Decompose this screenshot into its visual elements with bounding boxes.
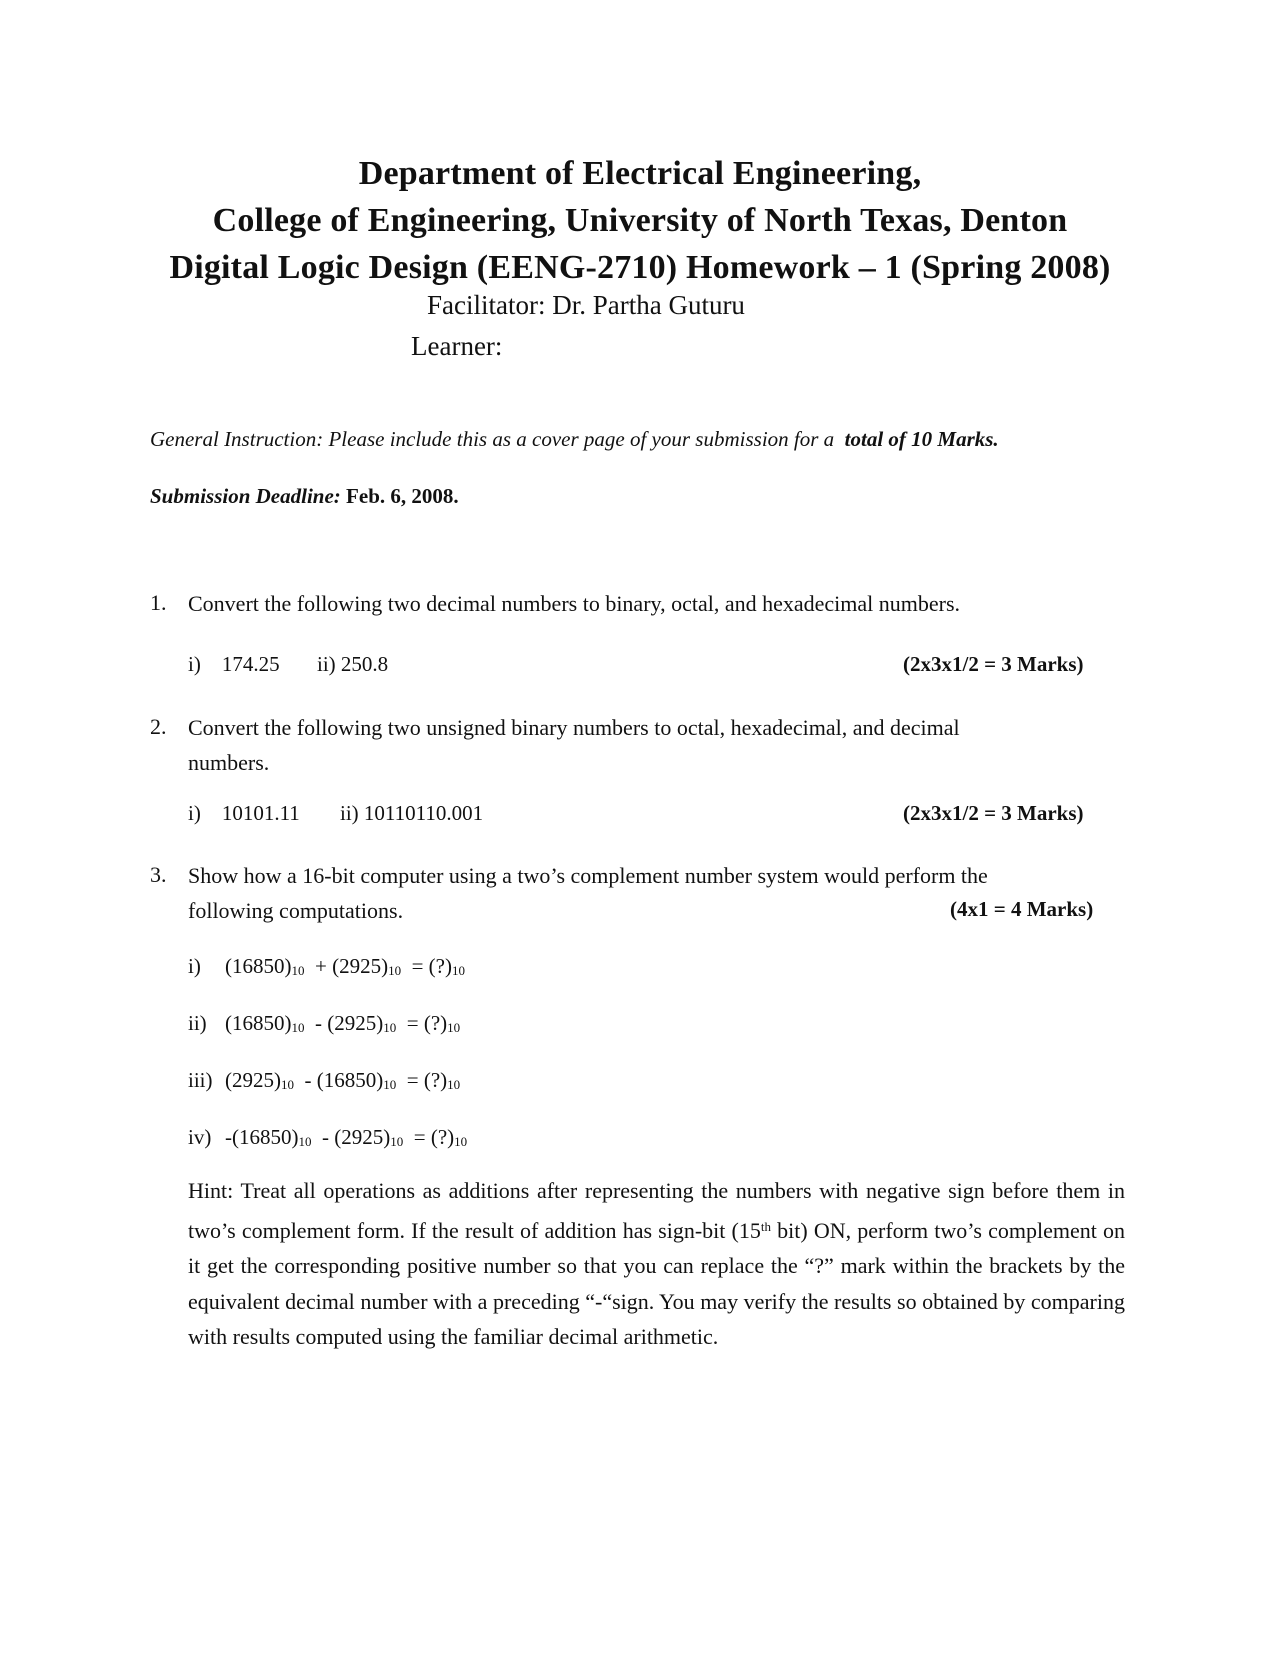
question-1-item-i	[188, 652, 280, 677]
facilitator-line: Facilitator: Dr. Partha Guturu	[427, 290, 745, 320]
hint-paragraph	[188, 1173, 1125, 1355]
computation-ii-base-b: 10	[383, 1020, 397, 1035]
submission-deadline	[150, 484, 459, 509]
computation-iii-operator: -	[304, 1068, 312, 1092]
computation-iv-operator: -	[321, 1125, 329, 1149]
computation-iv-operand-b: (2925)	[334, 1125, 391, 1149]
computation-ii-result: = (?)	[406, 1011, 448, 1035]
computation-i-label: i)	[188, 954, 201, 978]
computation-i-operand-b: (2925)	[332, 954, 389, 978]
question-2-number: 2.	[150, 714, 167, 739]
question-2-text-line2: numbers.	[188, 750, 270, 775]
computation-ii-operand-b: (2925)	[327, 1011, 384, 1035]
computation-iv-label: iv)	[188, 1125, 212, 1149]
hint-text-part1: Hint: Treat all operations as additions after representing the numbers with negative sign before them in two’s complement form. If the result of addition has sign-bit (15	[188, 1178, 1125, 1243]
deadline-label: Submission Deadline:	[150, 484, 341, 508]
computation-iii-base-result: 10	[447, 1077, 461, 1092]
computation-iii-label: iii)	[188, 1068, 213, 1092]
question-1-value-i: i) 174.25	[188, 652, 280, 676]
question-3-marks: (4x1 = 4 Marks)	[950, 897, 1094, 921]
question-2-item-ii	[340, 801, 483, 826]
computation-iv-base-b: 10	[390, 1134, 404, 1149]
question-1-text: Convert the following two decimal numbers to binary, octal, and hexadecimal numbers.	[188, 591, 961, 616]
college-title: College of Engineering, University of North Texas, Denton	[212, 202, 1068, 239]
computation-iv-operand-a: -(16850)	[225, 1125, 299, 1149]
computation-iv-base-result: 10	[454, 1134, 468, 1149]
department-title: Department of Electrical Engineering,	[358, 155, 922, 192]
instruction-total: total of 10 Marks.	[844, 427, 999, 451]
computation-i-base-result: 10	[452, 963, 465, 978]
question-2-text-line1: Convert the following two unsigned binary numbers to octal, hexadecimal, and decimal	[188, 715, 960, 740]
computation-ii-base-a: 10	[291, 1020, 305, 1035]
question-1-number: 1.	[150, 590, 167, 615]
general-instruction	[150, 427, 999, 452]
computation-i-result: = (?)	[411, 954, 452, 978]
course-title: Digital Logic Design (EENG-2710) Homework – 1 (Spring 2008)	[169, 249, 1111, 286]
computation-i-operand-a: (16850)	[225, 954, 292, 978]
hint-text-part2: bit) ON, perform two’s complement on it get the corresponding positive number so that you can replace the “?” mark within the brackets by the equivalent decimal number with a preceding “-“sign. You may verify the results so obtained by comparing with results computed using the familiar decimal arithmetic.	[188, 1217, 1125, 1349]
question-1-value-ii: ii) 250.8	[317, 652, 389, 676]
computation-ii-operand-a: (16850)	[225, 1011, 292, 1035]
question-3-text-line2: following computations.	[188, 898, 404, 923]
question-1-item-ii	[317, 652, 388, 677]
computation-iii-operand-b: (16850)	[316, 1068, 384, 1092]
question-1-marks: (2x3x1/2 = 3 Marks)	[903, 652, 1084, 676]
computation-iv-base-a: 10	[298, 1134, 312, 1149]
computation-iv	[188, 1125, 467, 1150]
computation-ii-label: ii)	[188, 1011, 207, 1035]
computation-iii-base-b: 10	[383, 1077, 397, 1092]
question-3-text-line1: Show how a 16-bit computer using a two’s complement number system would perform the	[188, 863, 988, 888]
computation-i-operator: +	[315, 954, 327, 978]
computation-ii-base-result: 10	[447, 1020, 461, 1035]
computation-iii-operand-a: (2925)	[225, 1068, 281, 1092]
question-2-value-ii: ii) 10110110.001	[340, 801, 484, 825]
question-2-value-i: i) 10101.11	[188, 801, 300, 825]
computation-i-base-b: 10	[388, 963, 402, 978]
computation-iii-base-a: 10	[281, 1077, 294, 1092]
instruction-text: General Instruction: Please include this as a cover page of your submission for a	[150, 427, 835, 451]
computation-i-base-a: 10	[291, 963, 305, 978]
computation-i	[188, 954, 465, 979]
question-2-marks: (2x3x1/2 = 3 Marks)	[903, 801, 1084, 825]
hint-superscript: th	[760, 1218, 771, 1234]
computation-ii	[188, 1011, 460, 1036]
question-2-item-i	[188, 801, 300, 826]
deadline-value: Feb. 6, 2008.	[346, 484, 459, 508]
computation-ii-operator: -	[315, 1011, 322, 1035]
document-header	[0, 150, 1280, 291]
question-3-number: 3.	[150, 862, 167, 887]
computation-iii-result: = (?)	[406, 1068, 448, 1092]
computation-iii	[188, 1068, 460, 1093]
computation-iv-result: = (?)	[413, 1125, 455, 1149]
learner-line: Learner:	[411, 331, 503, 361]
